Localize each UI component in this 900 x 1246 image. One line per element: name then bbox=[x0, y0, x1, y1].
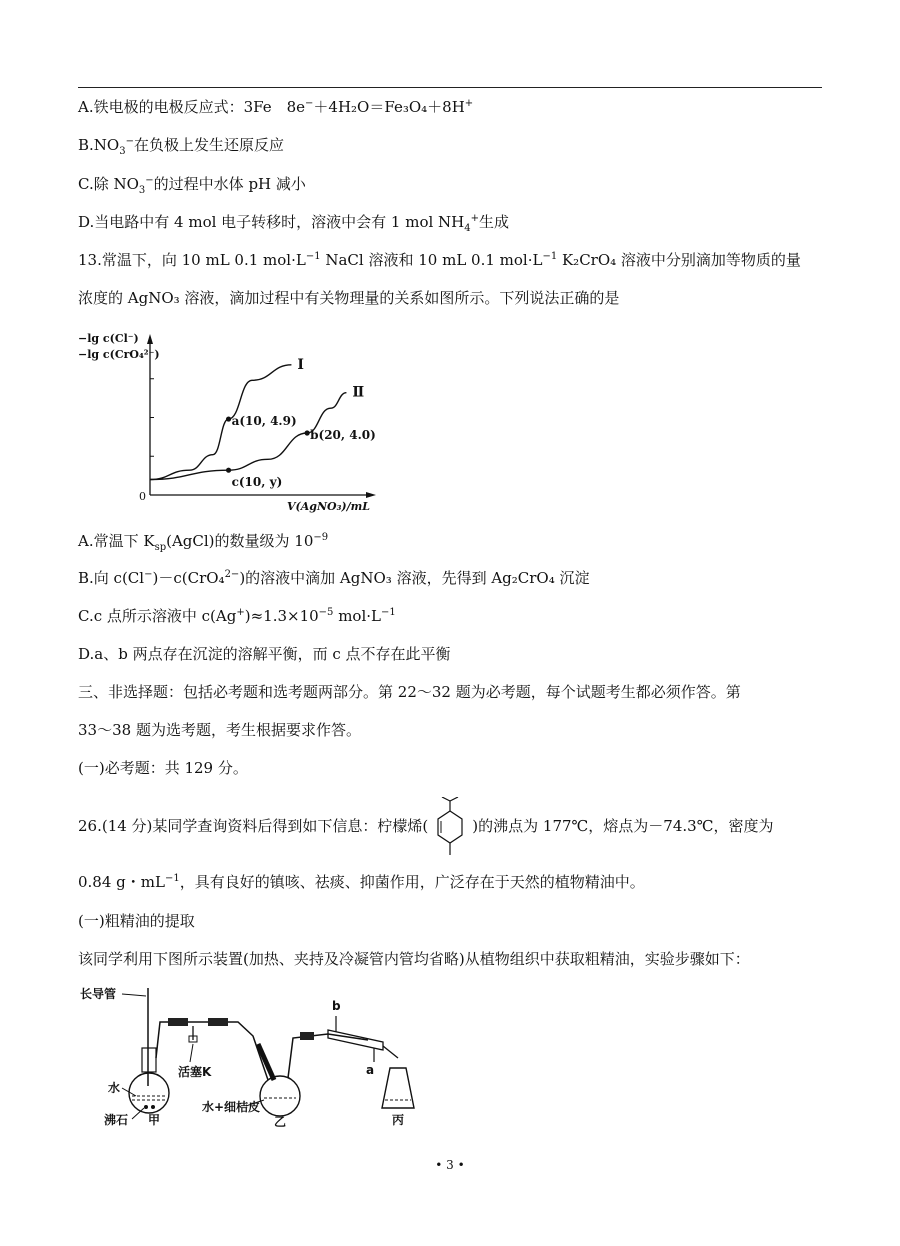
flask-jia bbox=[129, 1073, 169, 1113]
option-d-prev: D.当电路中有 4 mol 电子转移时，溶液中会有 1 mol $NH_4^+$生成 bbox=[78, 213, 510, 234]
q13-option-a: A.常温下 $K_{sp}(AgCl)$的数量级为 $10^{-9}$ bbox=[78, 532, 329, 553]
q13-stem: 13.常温下，向 10 mL 0.1 $mol\cdot L^{-1}$ NaCl 溶液和 10 mL 0.1 $mol\cdot L^{-1}$ K₂CrO₄ 溶液中分别滴加等物质的量 bbox=[78, 251, 801, 269]
section3-intro-line2: 33～38 题为选考题，考生根据要求作答。 bbox=[78, 721, 361, 739]
label-long-tube: 长导管 bbox=[80, 987, 117, 1001]
label-flask-bing: 丙 bbox=[392, 1113, 405, 1127]
q13-stem-line2: 浓度的 AgNO₃ 溶液，滴加过程中有关物理量的关系如图所示。下列说法正确的是 bbox=[78, 289, 620, 307]
option-c-prev: C.除 $NO_3^-$的过程中水体 pH 减小 bbox=[78, 175, 306, 196]
flask-bing bbox=[382, 1068, 414, 1108]
series-label-2: Ⅱ bbox=[352, 384, 365, 401]
section3-required: (一)必考题：共 129 分。 bbox=[78, 759, 248, 777]
condenser bbox=[328, 1030, 383, 1050]
label-port-b: b bbox=[332, 999, 341, 1013]
data-point-2 bbox=[226, 468, 231, 473]
label-water: 水 bbox=[108, 1081, 121, 1095]
q26-line2: 0.84 g・$mL^{-1}$，具有良好的镇咳、祛痰、抑菌作用，广泛存在于天然的植物精油中。 bbox=[78, 873, 645, 891]
data-point-0 bbox=[226, 416, 231, 421]
label-mixture: 水+细桔皮 bbox=[202, 1100, 261, 1114]
q26-subtitle: (一)粗精油的提取 bbox=[78, 912, 195, 930]
label-flask-jia: 甲 bbox=[148, 1113, 161, 1127]
section3-intro: 三、非选择题：包括必考题和选考题两部分。第 22～32 题为必考题，每个试题考生都必须作答。第 bbox=[78, 683, 741, 701]
q26-stem: 26.(14 分)某同学查询资料后得到如下信息：柠檬烯( )的沸点为 177℃，熔点为－74.3℃，密度为 bbox=[78, 796, 774, 857]
header-rule bbox=[78, 87, 822, 88]
y-axis-label-2: −lg c(CrO₄²⁻) bbox=[78, 348, 160, 361]
page-number: • 3 • bbox=[435, 1158, 465, 1172]
data-point-1 bbox=[305, 430, 310, 435]
limonene-structure-icon bbox=[428, 797, 472, 857]
label-valve: 活塞K bbox=[178, 1065, 212, 1079]
q13-chart bbox=[70, 320, 410, 520]
label-boiling-stone: 沸石 bbox=[104, 1113, 129, 1127]
data-point-label-0: a(10, 4.9) bbox=[231, 414, 297, 429]
option-b-prev: $B.NO_3^-$在负极上发生还原反应 bbox=[78, 136, 284, 157]
distillation-apparatus bbox=[78, 978, 418, 1128]
q13-option-b: B.向 c(Cl−)－c(CrO₄$^{2-}$)的溶液中滴加 AgNO₃ 溶液，先得到 Ag₂CrO₄ 沉淀 bbox=[78, 569, 590, 587]
option-a-prev: A.铁电极的电极反应式：3Fe 8e−＋4H₂O＝Fe₃O₄＋8H+ bbox=[78, 98, 474, 116]
flask-yi bbox=[260, 1076, 300, 1116]
data-point-label-2: c(10, y) bbox=[231, 475, 283, 490]
x-axis-arrow bbox=[366, 492, 376, 498]
x-axis-label: V(AgNO₃)/mL bbox=[286, 500, 370, 513]
q26-procedure-intro: 该同学利用下图所示装置(加热、夹持及冷凝管内管均省略)从植物组织中获取粗精油，实验步骤如下： bbox=[78, 950, 750, 968]
label-flask-yi: 乙 bbox=[274, 1115, 287, 1128]
label-port-a: a bbox=[366, 1063, 375, 1077]
y-axis-arrow bbox=[147, 334, 153, 344]
q13-option-d: D.a、b 两点存在沉淀的溶解平衡，而 c 点不存在此平衡 bbox=[78, 645, 451, 663]
y-axis-label-1: −lg c(Cl⁻) bbox=[78, 332, 139, 345]
origin-label: 0 bbox=[139, 490, 146, 503]
q13-option-c: C.c 点所示溶液中 $c(Ag^+)\approx 1.3\times 10^{-5}$ $mol\cdot L^{-1}$ bbox=[78, 607, 396, 625]
data-point-label-1: b(20, 4.0) bbox=[310, 428, 376, 442]
series-label-1: Ⅰ bbox=[297, 356, 304, 373]
